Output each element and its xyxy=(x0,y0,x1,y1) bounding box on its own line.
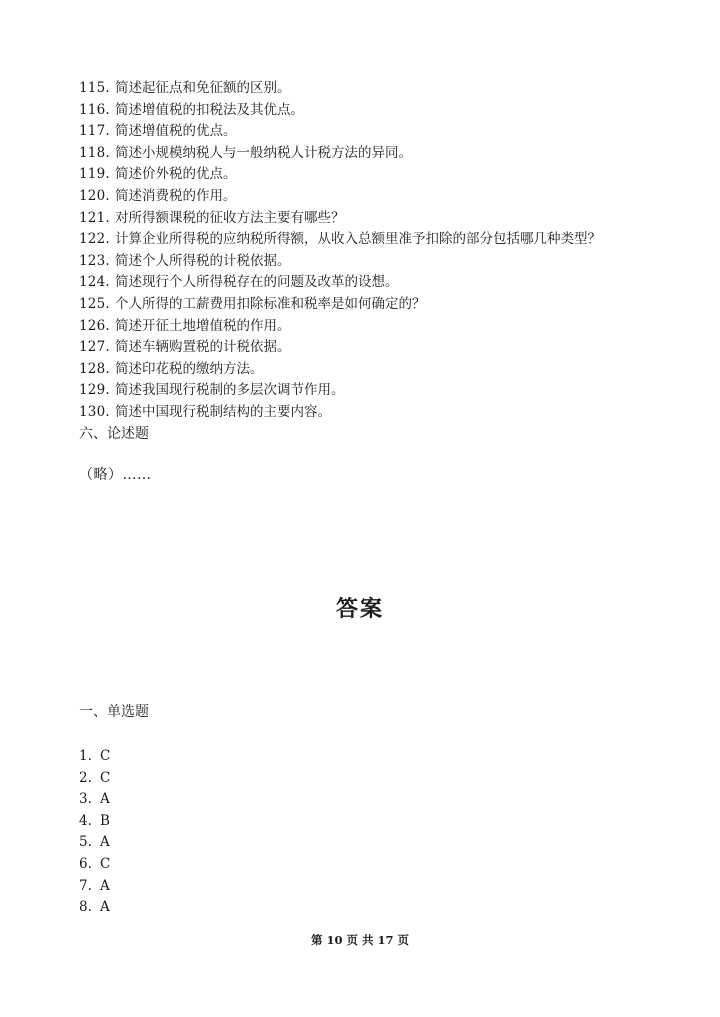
answer-value: B xyxy=(100,812,110,829)
question-text: 计算企业所得税的应纳税所得额，从收入总额里准予扣除的部分包括哪几种类型？ xyxy=(115,231,601,248)
question-text: 简述车辆购置税的计税依据。 xyxy=(115,339,291,356)
question-number: 116. xyxy=(79,101,110,118)
question-number: 124. xyxy=(79,274,110,291)
question-number: 118. xyxy=(79,144,110,161)
question-number: 127. xyxy=(79,339,110,356)
single-choice-heading: 一、单选题 xyxy=(79,704,149,720)
answer-value: A xyxy=(100,899,110,916)
question-item xyxy=(79,402,601,424)
short-answer-question-list xyxy=(79,78,601,424)
question-number: 130. xyxy=(79,403,110,420)
answer-number: 2. xyxy=(79,769,92,786)
question-number: 115. xyxy=(79,80,110,96)
question-item xyxy=(79,100,601,122)
question-text: 简述中国现行税制结构的主要内容。 xyxy=(115,403,331,420)
question-item xyxy=(79,316,601,338)
question-item xyxy=(79,143,601,165)
answer-item xyxy=(79,876,110,898)
question-number: 122. xyxy=(79,231,110,248)
answer-value: C xyxy=(100,769,111,786)
answer-title: 答案 xyxy=(335,596,384,622)
essay-section-heading: 六、论述题 xyxy=(79,426,149,442)
answer-item xyxy=(79,789,110,811)
question-text: 个人所得的工薪费用扣除标准和税率是如何确定的？ xyxy=(115,295,426,312)
essay-section-body: （略）…… xyxy=(79,467,152,483)
question-number: 119. xyxy=(79,166,110,183)
question-text: 简述印花税的缴纳方法。 xyxy=(115,360,264,377)
question-item xyxy=(79,229,601,251)
answer-value: A xyxy=(100,834,110,851)
answer-number: 5. xyxy=(79,834,92,851)
answer-value: C xyxy=(100,748,111,764)
question-item xyxy=(79,272,601,294)
question-number: 129. xyxy=(79,382,110,399)
answer-value: C xyxy=(100,855,111,872)
answer-value: A xyxy=(100,877,110,894)
question-text: 简述增值税的扣税法及其优点。 xyxy=(115,101,304,118)
question-number: 125. xyxy=(79,295,110,312)
question-text: 简述增值税的优点。 xyxy=(115,123,237,140)
question-text: 简述现行个人所得税存在的问题及改革的设想。 xyxy=(115,274,399,291)
answer-item xyxy=(79,746,110,768)
question-text: 简述个人所得税的计税依据。 xyxy=(115,252,291,269)
question-item xyxy=(79,186,601,208)
question-number: 117. xyxy=(79,123,110,140)
question-text: 简述小规模纳税人与一般纳税人计税方法的异同。 xyxy=(115,144,412,161)
question-text: 简述价外税的优点。 xyxy=(115,166,237,183)
answer-value: A xyxy=(100,791,110,808)
answer-number: 7. xyxy=(79,877,92,894)
question-item xyxy=(79,121,601,143)
question-item xyxy=(79,337,601,359)
page-footer: 第 10 页 共 17 页 xyxy=(310,933,410,947)
answer-number: 3. xyxy=(79,791,92,808)
question-text: 对所得额课税的征收方法主要有哪些？ xyxy=(115,209,345,226)
question-item xyxy=(79,78,601,100)
question-item xyxy=(79,251,601,273)
answer-number: 6. xyxy=(79,855,92,872)
question-item xyxy=(79,164,601,186)
answer-item xyxy=(79,897,110,919)
answer-number: 4. xyxy=(79,812,92,829)
question-text: 简述消费税的作用。 xyxy=(115,187,237,204)
question-number: 126. xyxy=(79,317,110,334)
answer-item xyxy=(79,811,110,833)
answer-list xyxy=(79,746,110,919)
question-number: 120. xyxy=(79,187,110,204)
question-item xyxy=(79,294,601,316)
answer-number: 8. xyxy=(79,899,92,916)
question-item xyxy=(79,380,601,402)
answer-item xyxy=(79,768,110,790)
answer-item xyxy=(79,832,110,854)
question-number: 123. xyxy=(79,252,110,269)
question-item xyxy=(79,359,601,381)
question-text: 简述我国现行税制的多层次调节作用。 xyxy=(115,382,345,399)
question-number: 121. xyxy=(79,209,110,226)
question-text: 简述开征土地增值税的作用。 xyxy=(115,317,291,334)
question-number: 128. xyxy=(79,360,110,377)
question-text: 简述起征点和免征额的区别。 xyxy=(115,80,291,96)
question-item xyxy=(79,208,601,230)
answer-item xyxy=(79,854,110,876)
answer-number: 1. xyxy=(79,748,92,764)
